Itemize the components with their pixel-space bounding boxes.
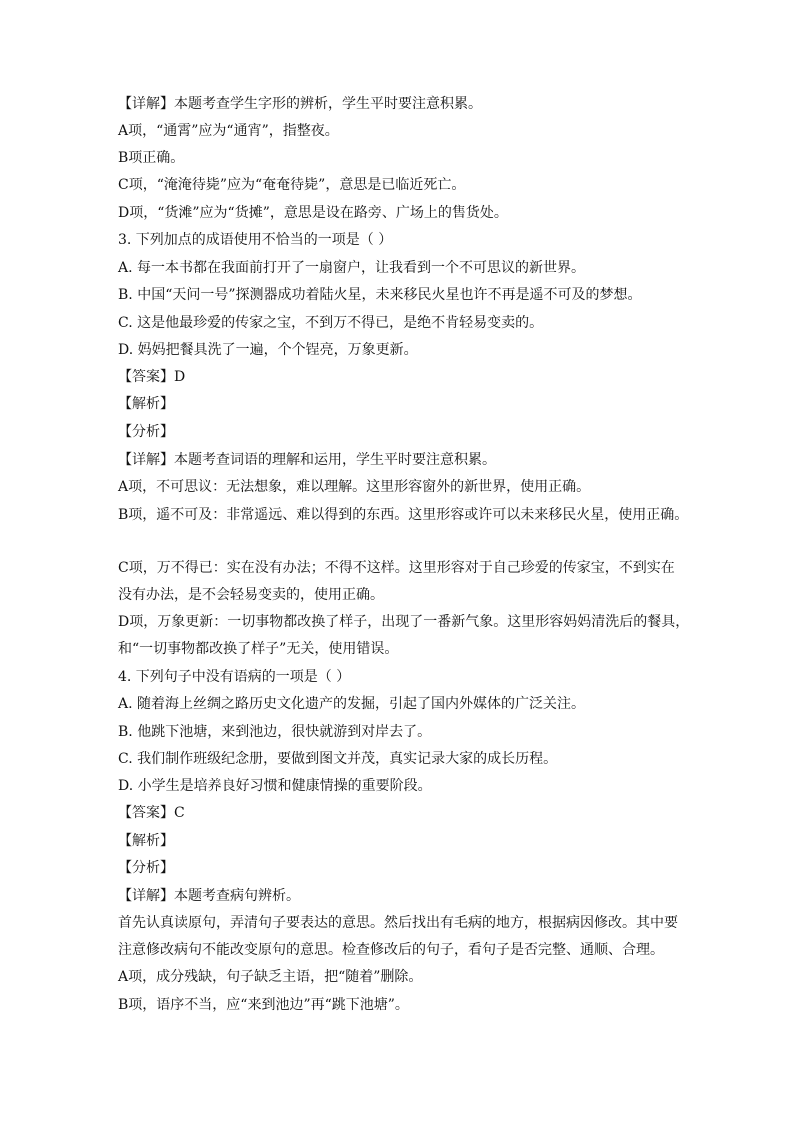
option-a: A. 随着海上丝绸之路历史文化遗产的发掘，引起了国内外媒体的广泛关注。 — [118, 696, 586, 712]
option-a: A. 每一本书都在我面前打开了一扇窗户，让我看到一个不可思议的新世界。 — [118, 260, 586, 276]
text-line: B项，语序不当，应“来到池边”再“跳下池塘”。 — [118, 997, 409, 1013]
detail-label: 【详解】本题考查词语的理解和运用，学生平时要注意积累。 — [118, 452, 496, 468]
analysis-label: 【解析】 — [118, 396, 174, 412]
fenxi-label: 【分析】 — [118, 860, 174, 876]
option-c: C. 这是他最珍爱的传家之宝，不到万不得已，是绝不肯轻易变卖的。 — [118, 315, 544, 331]
text-line: 没有办法，是不会轻易变卖的，使用正确。 — [118, 587, 384, 603]
option-d: D. 妈妈把餐具洗了一遍，个个锃亮，万象更新。 — [118, 342, 418, 358]
fenxi-label: 【分析】 — [118, 424, 174, 440]
answer-label: 【答案】D — [118, 369, 186, 385]
option-b: B. 他跳下池塘，来到池边，很快就游到对岸去了。 — [118, 724, 432, 740]
answer-label: 【答案】C — [118, 805, 185, 821]
analysis-label: 【解析】 — [118, 833, 174, 849]
question-4: 4. 下列句子中没有语病的一项是（ ） — [118, 669, 351, 685]
option-d: D. 小学生是培养良好习惯和健康情操的重要阶段。 — [118, 778, 432, 794]
detail-label: 【详解】本题考查病句辨析。 — [118, 888, 300, 904]
text-line: 首先认真读原句，弄清句子要表达的意思。然后找出有毛病的地方，根据病因修改。其中要 — [118, 915, 678, 931]
text-line: A项，成分残缺，句子缺乏主语，把“随着”删除。 — [118, 969, 423, 985]
text-line: 和“一切事物都改换了样子”无关，使用错误。 — [118, 641, 399, 657]
text-line: 【详解】本题考查学生字形的辨析，学生平时要注意积累。 — [118, 96, 482, 112]
text-line: C项，万不得已：实在没有办法；不得不这样。这里形容对于自己珍爱的传家宝，不到实在 — [118, 560, 675, 576]
text-line: A项，不可思议：无法想象，难以理解。这里形容窗外的新世界，使用正确。 — [118, 479, 591, 495]
text-line: C项，“淹淹待毙”应为“奄奄待毙”，意思是已临近死亡。 — [118, 177, 466, 193]
text-line: B项，遥不可及：非常遥远、难以得到的东西。这里形容或许可以未来移民火星，使用正确。 — [118, 507, 689, 523]
text-line: A项，“通霄”应为“通宵”，指整夜。 — [118, 123, 339, 139]
text-line: D项，万象更新：一切事物都改换了样子，出现了一番新气象。这里形容妈妈清洗后的餐具， — [118, 614, 690, 630]
text-line: B项正确。 — [118, 150, 185, 166]
text-line: 注意修改病句不能改变原句的意思。检查修改后的句子，看句子是否完整、通顺、合理。 — [118, 942, 664, 958]
text-line: D项，“货滩”应为“货摊”，意思是设在路旁、广场上的售货处。 — [118, 205, 508, 221]
option-b: B. 中国“天问一号”探测器成功着陆火星，未来移民火星也许不再是遥不可及的梦想。 — [118, 287, 642, 303]
option-c: C. 我们制作班级纪念册，要做到图文并茂，真实记录大家的成长历程。 — [118, 751, 558, 767]
question-3: 3. 下列加点的成语使用不恰当的一项是（ ） — [118, 232, 393, 248]
